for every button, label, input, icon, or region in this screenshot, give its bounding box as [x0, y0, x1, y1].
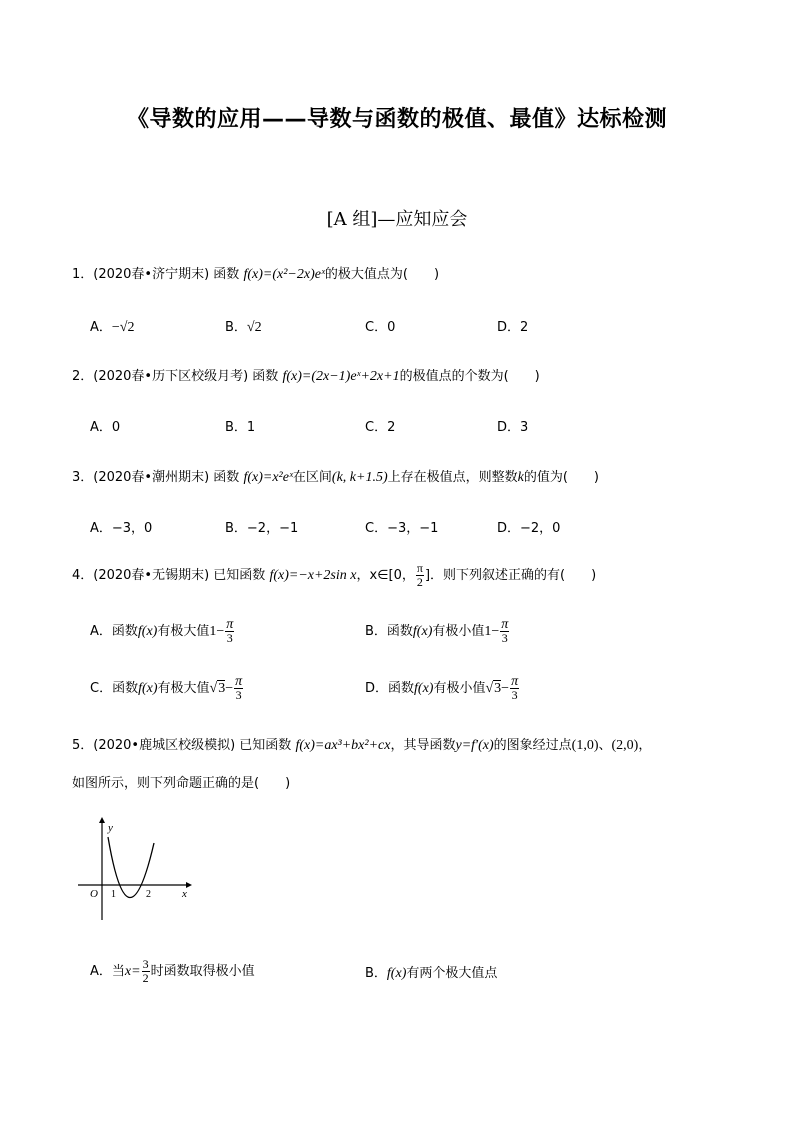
x-axis-arrow	[186, 882, 192, 888]
tick-label-2: 2	[146, 889, 151, 900]
q2-option-c[interactable]: C．2	[365, 420, 396, 435]
q4-formula: f(x)=−x+2sin x	[269, 568, 357, 583]
q4-option-d[interactable]: D．函数f(x)有极小值√3− $\frac{\pi}{3}$	[365, 674, 519, 702]
y-axis-arrow	[99, 817, 105, 823]
question-1	[72, 263, 439, 283]
q3-option-d[interactable]: D．−2，0	[497, 521, 561, 536]
q4-fraction: $\frac{\pi}{2}$	[416, 561, 423, 589]
q2-option-d[interactable]: D．3	[497, 420, 529, 435]
question-5-line-2: 如图所示，则下列命题正确的是( )	[72, 776, 291, 791]
q5-mid1: ，其导函数	[390, 738, 456, 753]
q4-prefix: 4．(2020春•无锡期末) 已知函数	[72, 568, 266, 583]
q5-mid2: 的图象经过点	[493, 738, 572, 753]
question-2	[72, 365, 540, 385]
derivative-graph	[78, 815, 193, 925]
section-heading: [A 组]—应知应会	[326, 209, 468, 230]
question-3	[72, 466, 599, 486]
question-5: 5．(2020•鹿城区校级模拟) 已知函数 f(x)=ax³+bx²+cx，其导函数y=f′(x)的图象经过点(1,0)、(2,0)，	[72, 738, 652, 753]
q4-mid: ，x∈[0，	[356, 568, 415, 583]
q1-suffix: 的极大值点为( )	[324, 267, 440, 282]
y-axis-label: y	[108, 822, 113, 834]
q5-point-2: (2,0)	[611, 738, 639, 753]
q5-formula: f(x)=ax³+bx²+cx	[295, 738, 391, 753]
q4-suffix: ]．则下列叙述正确的有( )	[424, 568, 597, 583]
q1-prefix: 1．(2020春•济宁期末) 函数	[72, 267, 240, 282]
q3-mid1: 在区间	[292, 470, 332, 485]
q3-mid2: 上存在极值点，则整数	[387, 470, 518, 485]
origin-label: O	[90, 888, 98, 900]
q5-derivative: y=f′(x)	[455, 738, 494, 753]
x-axis-label: x	[182, 888, 187, 900]
q1-option-b[interactable]: B．√2	[225, 320, 262, 335]
q4-option-c[interactable]: C．函数f(x)有极大值√3− $\frac{\pi}{3}$	[90, 674, 243, 702]
q5-point-1: (1,0)	[571, 738, 599, 753]
q3-option-a[interactable]: A．−3，0	[90, 521, 153, 536]
q2-option-b[interactable]: B．1	[225, 420, 256, 435]
q3-interval: (k, k+1.5)	[331, 470, 388, 485]
q1-formula: f(x)=(x²−2x)eˣ	[243, 267, 325, 282]
q2-formula: f(x)=(2x−1)eˣ+2x+1	[282, 369, 400, 384]
q3-k: k	[517, 470, 524, 485]
q2-prefix: 2．(2020春•历下区校级月考) 函数	[72, 369, 279, 384]
q3-option-c[interactable]: C．−3，−1	[365, 521, 439, 536]
q5-prefix: 5．(2020•鹿城区校级模拟) 已知函数	[72, 738, 292, 753]
q1-option-c[interactable]: C．0	[365, 320, 396, 335]
q4-option-b[interactable]: B．函数f(x)有极小值1− $\frac{\pi}{3}$	[365, 617, 509, 645]
q2-suffix: 的极值点的个数为( )	[399, 369, 540, 384]
tick-label-1: 1	[111, 889, 116, 900]
q5-option-a[interactable]: A．当x= $\frac{3}{2}$ 时函数取得极小值	[90, 957, 255, 985]
q1-option-d[interactable]: D．2	[497, 320, 529, 335]
q4-option-a[interactable]: A．函数f(x)有极大值1− $\frac{\pi}{3}$	[90, 617, 234, 645]
question-4	[72, 562, 596, 589]
q2-option-a[interactable]: A．0	[90, 420, 121, 435]
q3-suffix: 的值为( )	[523, 470, 600, 485]
q3-formula: f(x)=x²eˣ	[243, 470, 293, 485]
page-title: 《导数的应用——导数与函数的极值、最值》达标检测	[126, 107, 667, 132]
q3-prefix: 3．(2020春•潮州期末) 函数	[72, 470, 240, 485]
q1-option-a[interactable]: A．−√2	[90, 320, 135, 335]
q5-option-b[interactable]: B．f(x)有两个极大值点	[365, 966, 498, 981]
q3-option-b[interactable]: B．−2，−1	[225, 521, 299, 536]
